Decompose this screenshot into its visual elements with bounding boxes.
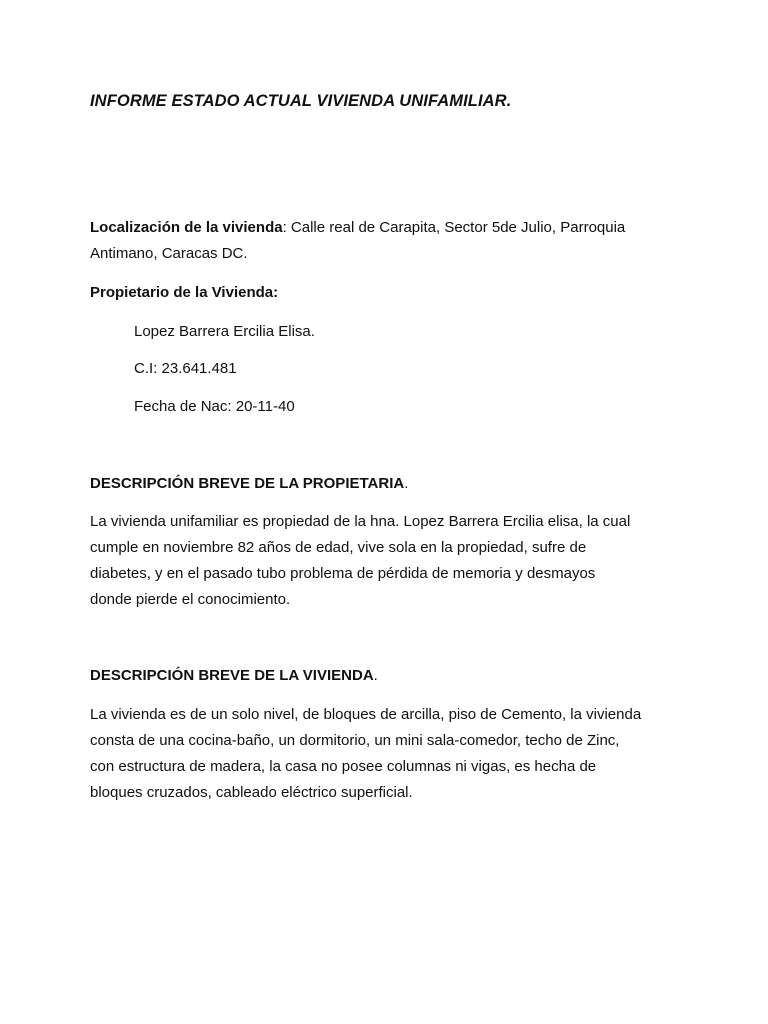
owner-description-line: diabetes, y en el pasado tubo problema de pérdida de memoria y desmayos	[90, 565, 596, 582]
owner-description-heading-end: .	[404, 475, 409, 492]
owner-description-paragraph	[90, 509, 690, 613]
location-label: Localización de la vivienda	[90, 219, 283, 236]
house-description-paragraph	[90, 702, 690, 806]
house-description-line: bloques cruzados, cableado eléctrico superficial.	[90, 784, 413, 801]
house-description-heading-text: DESCRIPCIÓN BREVE DE LA VIVIENDA	[90, 667, 374, 684]
owner-label: Propietario de la Vivienda:	[90, 284, 279, 301]
location-separator: :	[282, 219, 287, 236]
ci-value: 23.641.481	[157, 360, 237, 377]
house-description-line: consta de una cocina-baño, un dormitorio, un mini sala-comedor, techo de Zinc,	[90, 732, 620, 749]
house-description-heading-end: .	[373, 667, 378, 684]
owner-description-heading-text: DESCRIPCIÓN BREVE DE LA PROPIETARIA	[90, 475, 405, 492]
house-description-line: La vivienda es de un solo nivel, de bloques de arcilla, piso de Cemento, la vivienda	[90, 706, 642, 723]
ci-label: C.I:	[134, 360, 158, 377]
location-value-1: Calle real de Carapita, Sector 5de Julio, Parroquia	[286, 219, 626, 236]
owner-description-heading	[90, 475, 408, 492]
document-title: INFORME ESTADO ACTUAL VIVIENDA UNIFAMILIAR.	[90, 92, 512, 110]
location-line-2: Antimano, Caracas DC.	[90, 245, 248, 262]
house-description-line: con estructura de madera, la casa no posee columnas ni vigas, es hecha de	[90, 758, 597, 775]
owner-description-line: donde pierde el conocimiento.	[90, 591, 291, 608]
owner-dob	[134, 398, 295, 415]
owner-ci	[134, 360, 237, 377]
owner-name: Lopez Barrera Ercilia Elisa.	[134, 323, 315, 340]
owner-description-line: cumple en noviembre 82 años de edad, vive sola en la propiedad, sufre de	[90, 539, 587, 556]
location-line-1	[90, 215, 690, 241]
dob-label: Fecha de Nac:	[134, 398, 232, 415]
house-description-heading	[90, 667, 378, 684]
location-paragraph	[90, 215, 690, 267]
dob-value: 20-11-40	[231, 398, 295, 415]
owner-description-line: La vivienda unifamiliar es propiedad de la hna. Lopez Barrera Ercilia elisa, la cual	[90, 513, 631, 530]
